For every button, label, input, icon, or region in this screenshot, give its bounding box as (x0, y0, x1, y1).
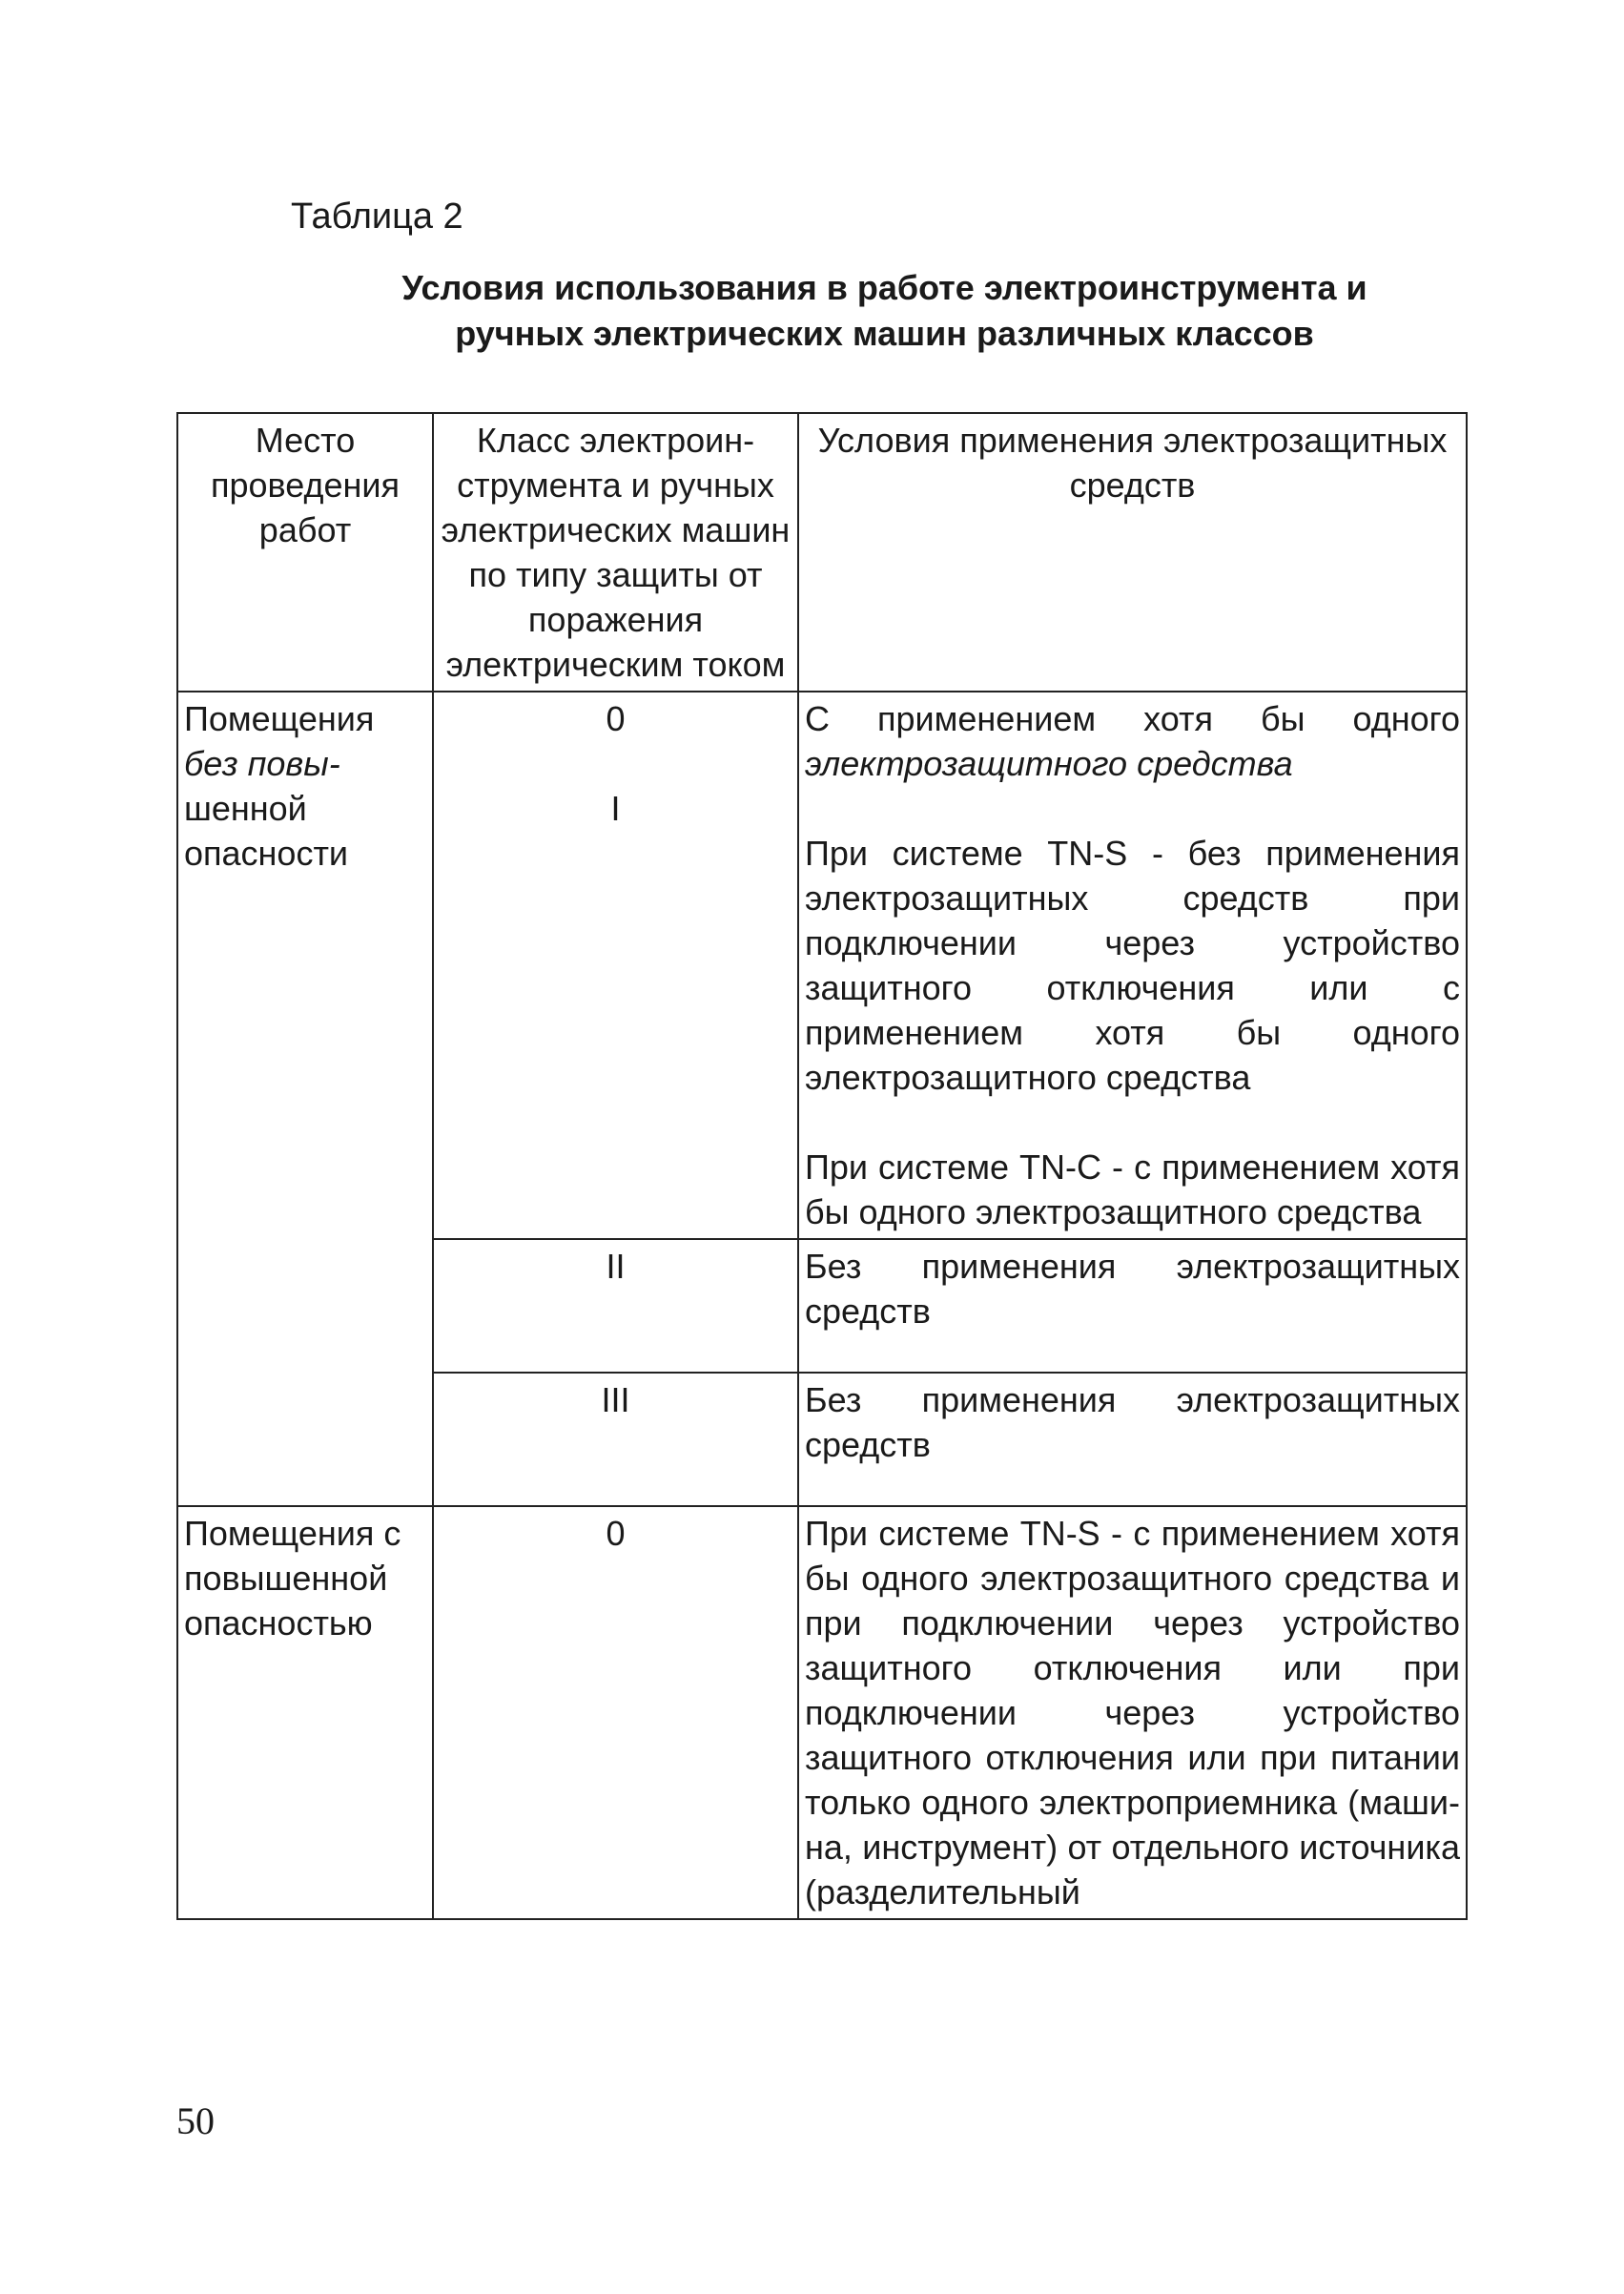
place-cell-high-danger: Помещения с повышенной опасностью (177, 1506, 433, 1919)
conditions-table (176, 412, 1468, 1920)
condition-text: С применением хотя бы одного (805, 699, 1460, 738)
table-row (177, 1506, 1467, 1919)
place-line: шенной опасности (184, 789, 349, 873)
class-value: I (610, 789, 621, 828)
conditions-cell (798, 692, 1467, 1239)
condition-text: При системе TN-C - с применением хотя бы одного электрозащитного средства (805, 1147, 1460, 1231)
header-place: Место проведения работ (177, 413, 433, 692)
class-value: III (433, 1373, 798, 1506)
page-number: 50 (176, 2099, 215, 2142)
header-class: Класс электроинструмента и ручных электрических машин по типу защиты от поражения электрическим током (433, 413, 798, 692)
table-title (277, 265, 1492, 357)
class-cell (433, 692, 798, 1239)
table-label: Таблица 2 (291, 196, 463, 237)
header-conditions: Условия применения электрозащитных средств (798, 413, 1467, 692)
class-value: 0 (606, 699, 626, 738)
place-cell-normal (177, 692, 433, 1506)
condition-text-italic: электрозащитного средства (805, 744, 1293, 783)
condition-text: Без применения электрозащитных средств (798, 1239, 1467, 1373)
title-line-1: Условия использования в работе электроинструмента и (401, 268, 1367, 307)
title-line-2: ручных электрических машин различных классов (455, 314, 1314, 353)
header-row (177, 413, 1467, 692)
condition-text: При системе TN-S - без применения электрозащитных средств при подключении через устройство защитного отключения или с применением хотя бы одного электрозащитного средства (805, 834, 1460, 1097)
class-value: II (433, 1239, 798, 1373)
condition-text: При системе TN-S - с применением хотя бы одного электрозащитного средства и при подключении через устройство защитного отключения или при подключении через устройство защитного отключения или при питании только одного электроприемника (машина, инструмент) от отдельного источника (разделительный (798, 1506, 1467, 1919)
place-line: Помещения (184, 699, 375, 738)
condition-text: Без применения электрозащитных средств (798, 1373, 1467, 1506)
table-row (177, 692, 1467, 1239)
place-line-italic: без повы- (184, 744, 340, 783)
class-value: 0 (433, 1506, 798, 1919)
